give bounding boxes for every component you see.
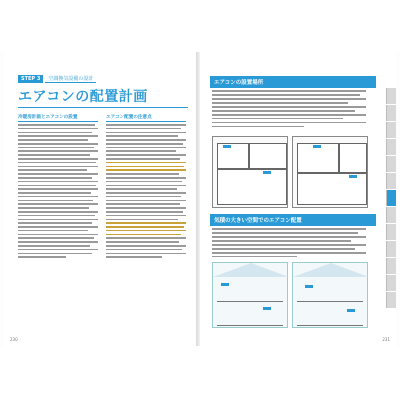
- step-title: 空調換気設備の設計: [45, 75, 96, 83]
- book-spread: [0, 52, 400, 346]
- chapter-tab: [386, 292, 396, 308]
- section-figures: [212, 262, 368, 328]
- page-title: エアコンの配置計画: [18, 89, 148, 105]
- chapter-tab-active: [386, 190, 396, 206]
- step-label: [18, 74, 96, 83]
- left-page: [4, 52, 197, 346]
- floor-plan-figures: [212, 136, 368, 208]
- section-heading-1: 冷暖房計画とエアコンの設置: [18, 114, 98, 122]
- text-column-2: [106, 114, 186, 258]
- chapter-tab: [386, 88, 396, 104]
- chapter-tab: [386, 241, 396, 257]
- body-text-2: [106, 124, 186, 258]
- page-number-left: 230: [10, 337, 18, 342]
- chapter-tab: [386, 122, 396, 138]
- section-heading-2: エアコン配置の注意点: [106, 114, 186, 122]
- text-column-1: [18, 114, 98, 258]
- step-badge: STEP 3: [18, 75, 43, 83]
- right-body-text-1: [212, 90, 366, 127]
- section-heading-3: エアコンの設置場所: [210, 76, 376, 88]
- building-section-1: [212, 262, 288, 328]
- chapter-tab: [386, 224, 396, 240]
- title-rule: [18, 107, 188, 108]
- chapter-tabs: [386, 88, 396, 308]
- right-page: [200, 52, 396, 346]
- chapter-tab: [386, 105, 396, 121]
- chapter-tab: [386, 258, 396, 274]
- floor-plan-1: [212, 136, 288, 208]
- building-section-2: [292, 262, 368, 328]
- section-heading-4: 気積の大きい空間でのエアコン配置: [210, 214, 376, 226]
- chapter-tab: [386, 173, 396, 189]
- chapter-tab: [386, 139, 396, 155]
- chapter-tab: [386, 275, 396, 291]
- floor-plan-2: [292, 136, 368, 208]
- chapter-tab: [386, 207, 396, 223]
- right-body-text-2: [212, 228, 366, 257]
- chapter-tab: [386, 156, 396, 172]
- body-text-1: [18, 124, 98, 258]
- page-number-right: 231: [382, 337, 390, 342]
